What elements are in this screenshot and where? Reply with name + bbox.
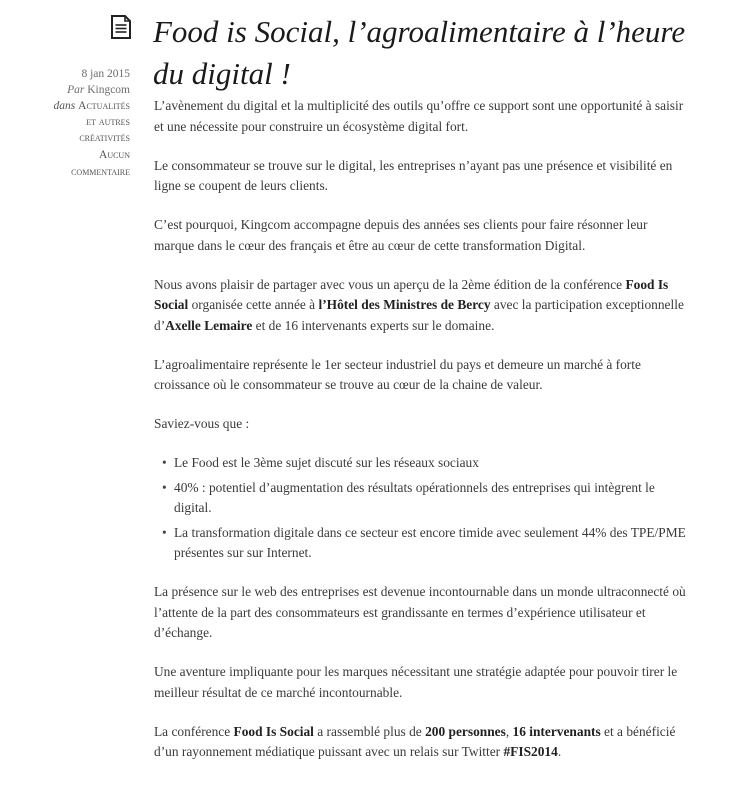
- post-author-line: [18, 82, 130, 98]
- bold-food-is-social: Food Is Social: [233, 723, 314, 739]
- bold-food-is-social: Food Is Social: [154, 276, 669, 312]
- list-item: • Le Food est le 3ème sujet discuté sur les réseaux sociaux: [154, 453, 690, 474]
- in-label: dans: [53, 100, 76, 112]
- post-meta: [18, 66, 130, 180]
- bold-hotel-ministres: l’Hôtel des Ministres de Bercy: [318, 297, 491, 312]
- list-item: • La transformation digitale dans ce secteur est encore timide avec seulement 44% des TPE/PME présentes sur sur Internet.: [154, 523, 690, 564]
- paragraph-8: Une aventure impliquante pour les marques nécessitant une stratégie adaptée pour pouvoir tirer le meilleur résultat de ce marché incontournable.: [154, 664, 678, 700]
- comments-link-word1[interactable]: Aucun: [99, 149, 130, 161]
- paragraph-2: Le consommateur se trouve sur le digital, les entreprises n’ayant pas une présence et visibilité en ligne se coupent de leurs clients.: [154, 157, 673, 193]
- post-categories: [18, 98, 130, 114]
- list-item: • 40% : potentiel d’augmentation des résultats opérationnels des entreprises qui intègrent le digital.: [154, 478, 690, 519]
- category-link-word3[interactable]: créativités: [79, 132, 130, 144]
- post-content: [154, 96, 690, 781]
- post-date[interactable]: 8 jan 2015: [81, 68, 130, 80]
- paragraph-3: C’est pourquoi, Kingcom accompagne depuis des années ses clients pour faire résonner leur marque dans le cœur des français et être au cœur de cette transformation Digital.: [154, 217, 648, 253]
- facts-list: [154, 453, 690, 564]
- paragraph-7: La présence sur le web des entreprises est devenue incontournable dans un monde ultraconnecté où l’attente de la part des consommateurs est grandissante en termes d’expérience utilisateur et d’échange.: [154, 584, 686, 640]
- paragraph-5: L’agroalimentaire représente le 1er secteur industriel du pays et demeure un marché à forte croissance où le consommateur se trouve au cœur de la chaine de valeur.: [154, 356, 641, 392]
- paragraph-4: Nous avons plaisir de partager avec vous un aperçu de la 2ème édition de la conférence Food Is Social organisée cette année à l’Hôtel des Ministres de Bercy avec la participation exceptionnelle d’Axelle Lemaire et de 16 intervenants experts sur le domaine.: [154, 276, 684, 333]
- category-link-word2[interactable]: et autres: [86, 116, 130, 128]
- document-icon[interactable]: [108, 14, 134, 40]
- comments-link-word2[interactable]: commentaire: [71, 166, 130, 178]
- hashtag-fis2014: #FIS2014: [503, 744, 558, 759]
- post-title[interactable]: Food is Social, l’agroalimentaire à l’heure du digital !: [153, 14, 686, 91]
- bold-axelle-lemaire: Axelle Lemaire: [165, 317, 253, 333]
- paragraph-6: Saviez-vous que :: [154, 416, 250, 431]
- paragraph-9: La conférence Food Is Social a rassemblé plus de 200 personnes, 16 intervenants et a bénéficié d’un rayonnement médiatique puissant avec un relais sur Twitter #FIS2014.: [154, 723, 676, 759]
- author-link[interactable]: Kingcom: [87, 84, 130, 96]
- by-label: Par: [67, 84, 85, 96]
- bold-16-intervenants: 16 intervenants: [512, 723, 601, 739]
- category-link-word1[interactable]: Actualités: [78, 100, 130, 112]
- bold-200-personnes: 200 personnes: [425, 723, 506, 739]
- paragraph-1: L’avènement du digital et la multiplicité des outils qu’offre ce support sont une opportunité à saisir et une nécessite pour construire un écosystème digital fort.: [154, 98, 684, 134]
